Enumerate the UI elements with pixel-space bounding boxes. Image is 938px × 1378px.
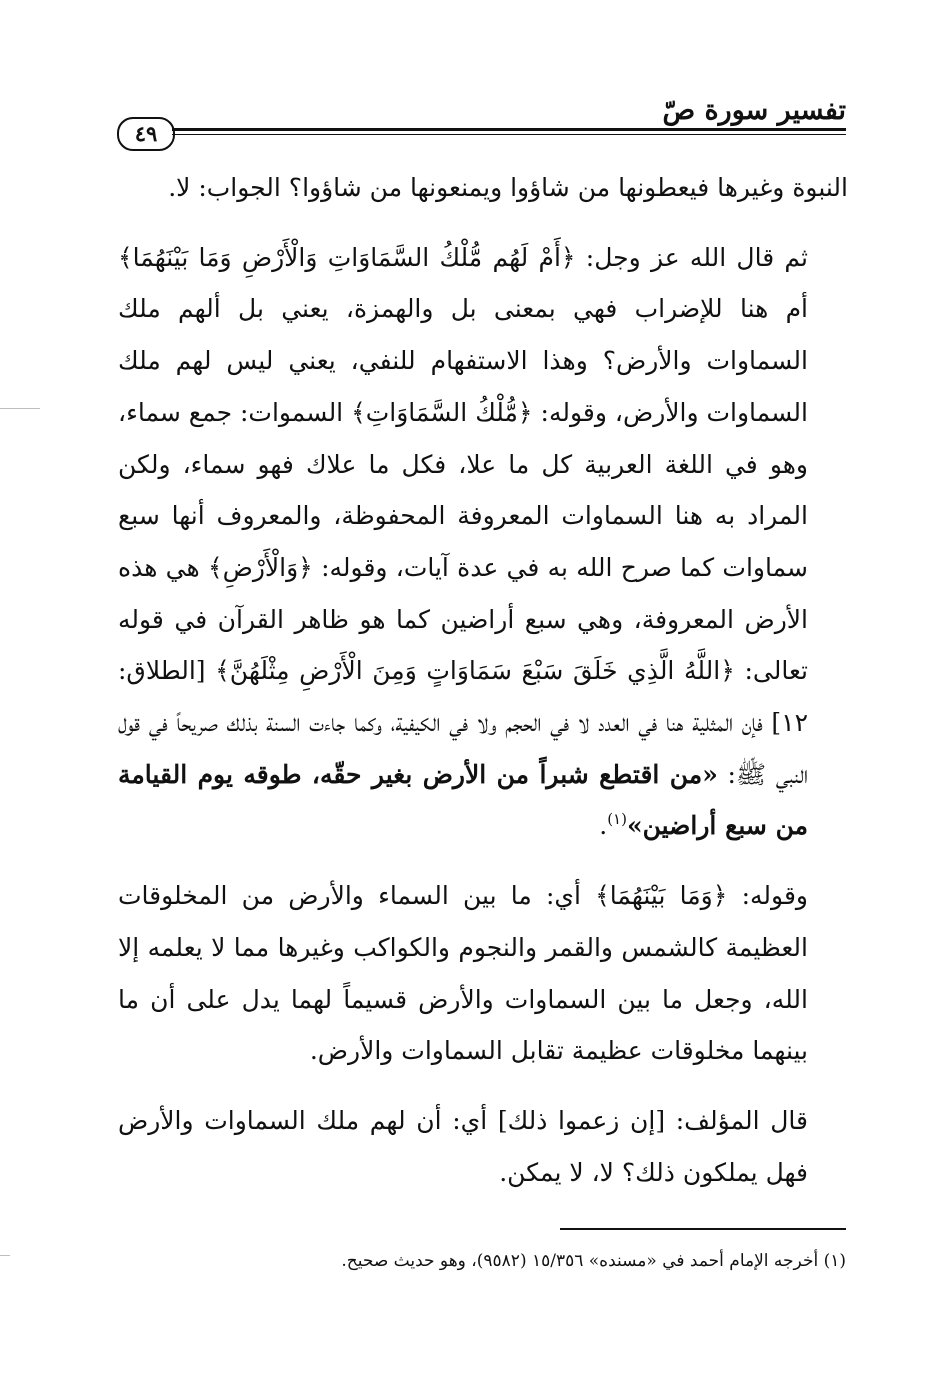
page-header-title: تفسير سورة صّ bbox=[662, 95, 846, 126]
body-text bbox=[118, 162, 848, 1198]
paragraph-2-end: . bbox=[599, 811, 608, 841]
header-rule-thin bbox=[172, 134, 846, 135]
hadith-quote: «من اقتطع شبراً من الأرض بغير حقّه، طوقه يوم القيامة من سبع أراضين» bbox=[118, 759, 808, 841]
scan-margin-mark bbox=[0, 1255, 10, 1256]
page-number-badge: ٤٩ bbox=[117, 117, 175, 151]
footnote-reference: (١) bbox=[607, 810, 627, 829]
paragraph-2-text: ثم قال الله عز وجل: ﴿أَمْ لَهُم مُّلْكُ السَّمَاوَاتِ وَالْأَرْضِ وَمَا بَيْنَهُمَا﴾ أم هنا للإضراب فهي بمعنى بل والهمزة، يعني بل ألهم ملك السماوات والأرض؟ وهذا الاستفهام للنفي، يعني ليس لهم ملك السماوات والأرض، وقوله: ﴿مُّلْكُ السَّمَاوَاتِ﴾ السموات: جمع سماء، وهو في اللغة العربية كل ما علا، فكل ما علاك فهو سماء، ولكن المراد به هنا السماوات المعروفة المحفوظة، والمعروف أنها سبع سماوات كما صرح الله به في عدة آيات، وقوله: ﴿وَالْأَرْضِ﴾ هي هذه الأرض المعروفة، وهي سبع أراضين كما هو ظاهر القرآن في قوله تعالى: ﴿اللَّهُ الَّذِي خَلَقَ سَبْعَ سَمَاوَاتٍ وَمِنَ الْأَرْضِ مِثْلَهُنَّ﴾ [الطلاق: ١٢] فإن المثلية هنا في العدد لا في الحجم ولا في الكيفية، وكما جاءت السنة بذلك صريحاً في قول النبي ﷺ: bbox=[118, 242, 808, 789]
paragraph-4: قال المؤلف: [إن زعموا ذلك] أي: أن لهم ملك السماوات والأرض فهل يملكون ذلك؟ لا، لا يمكن. bbox=[118, 1105, 808, 1187]
footnote-separator bbox=[560, 1228, 846, 1230]
paragraph-3: وقوله: ﴿وَمَا بَيْنَهُمَا﴾ أي: ما بين السماء والأرض من المخلوقات العظيمة كالشمس والقمر والنجوم والكواكب وغيرها مما لا يعلمه إلا الله، وجعل ما بين السماوات والأرض قسيماً لهما يدل على أن ما بينهما مخلوقات عظيمة تقابل السماوات والأرض. bbox=[118, 881, 808, 1066]
paragraph-2 bbox=[118, 232, 848, 852]
paragraph-1: النبوة وغيرها فيعطونها من شاؤوا ويمنعونها من شاؤوا؟ الجواب: لا. bbox=[168, 173, 848, 202]
scan-margin-mark bbox=[0, 408, 40, 409]
footnote-text: (١) أخرجه الإمام أحمد في «مسنده» ١٥/٣٥٦ (٩٥٨٢)، وهو حديث صحيح. bbox=[341, 1251, 846, 1271]
header-rule-thick bbox=[172, 128, 846, 131]
